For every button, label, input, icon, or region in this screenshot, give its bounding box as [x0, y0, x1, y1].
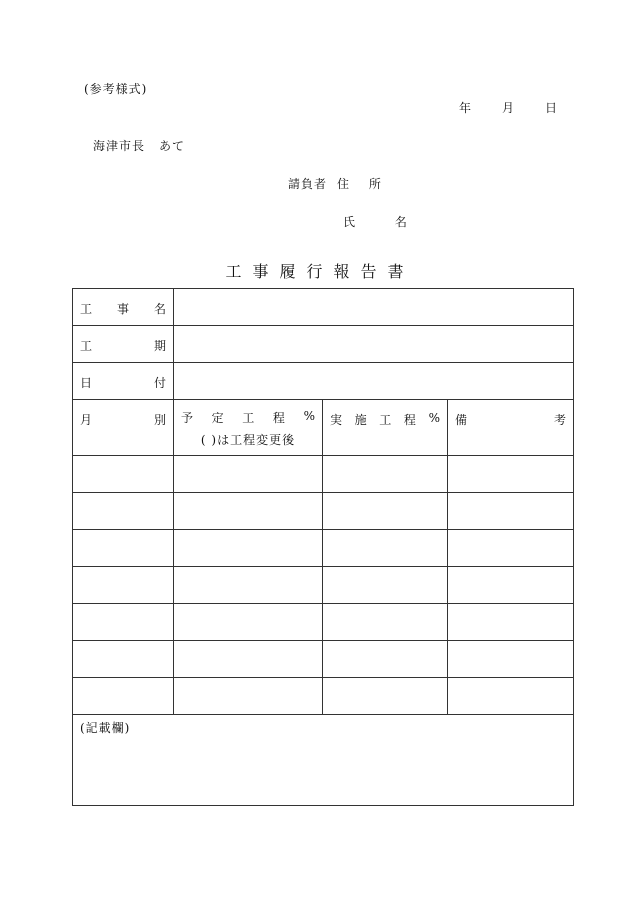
planned-cell[interactable]	[174, 493, 323, 530]
remarks-cell[interactable]	[448, 493, 574, 530]
period-row	[73, 326, 574, 363]
actual-cell[interactable]	[323, 641, 448, 678]
planned-cell[interactable]	[174, 641, 323, 678]
document-title: 工事履行報告書	[225, 262, 415, 281]
month-cell[interactable]	[73, 493, 174, 530]
project-name-label-cell	[73, 289, 174, 326]
remarks-cell[interactable]	[448, 567, 574, 604]
project-name-row	[73, 289, 574, 326]
label-char: 名	[153, 302, 166, 316]
name-label: 氏 名	[343, 215, 425, 229]
table-row	[73, 604, 574, 641]
notes-row	[73, 715, 574, 806]
year-label: 年	[458, 101, 471, 115]
actual-progress-column-header	[323, 400, 448, 456]
planned-cell[interactable]	[174, 678, 323, 715]
remarks-cell[interactable]	[448, 530, 574, 567]
label-char: 期	[153, 339, 166, 353]
period-label-cell	[73, 326, 174, 363]
address-label: 住 所	[337, 177, 389, 191]
label-char: 程	[272, 411, 285, 425]
date-label-cell	[73, 363, 174, 400]
label-char: 付	[153, 376, 166, 390]
label-char: 別	[153, 413, 166, 427]
remarks-cell[interactable]	[448, 678, 574, 715]
label-char: %	[303, 409, 315, 423]
notes-field[interactable]	[73, 715, 574, 806]
remarks-cell[interactable]	[448, 456, 574, 493]
label-char: 工	[80, 339, 93, 353]
column-header-row	[73, 400, 574, 456]
date-row	[73, 363, 574, 400]
date-line	[428, 99, 557, 116]
label-char: 工	[379, 413, 392, 427]
label-char: 考	[554, 413, 567, 427]
planned-cell[interactable]	[174, 604, 323, 641]
table-row	[73, 641, 574, 678]
planned-progress-column-header	[174, 400, 323, 456]
month-cell[interactable]	[73, 641, 174, 678]
table-row	[73, 493, 574, 530]
period-field[interactable]	[174, 326, 574, 363]
table-row	[73, 567, 574, 604]
remarks-cell[interactable]	[448, 641, 574, 678]
contractor-address	[288, 175, 389, 192]
label-char: 施	[354, 413, 367, 427]
month-cell[interactable]	[73, 604, 174, 641]
month-column-header	[73, 400, 174, 456]
addressee	[93, 137, 185, 154]
planned-cell[interactable]	[174, 456, 323, 493]
contractor-label: 請負者	[288, 177, 328, 191]
actual-cell[interactable]	[323, 530, 448, 567]
label-char: 備	[455, 413, 468, 427]
date-field[interactable]	[174, 363, 574, 400]
planned-cell[interactable]	[174, 567, 323, 604]
actual-cell[interactable]	[323, 493, 448, 530]
schedule-change-note: ( )は工程変更後	[200, 433, 296, 447]
label-char: 日	[80, 376, 93, 390]
day-label: 日	[544, 101, 557, 115]
report-table	[72, 288, 574, 806]
notes-label: (記載欄)	[80, 721, 131, 735]
table-row	[73, 530, 574, 567]
label-char: 工	[80, 302, 93, 316]
label-char: %	[428, 411, 440, 425]
label-char: 定	[211, 411, 224, 425]
table-row	[73, 678, 574, 715]
remarks-cell[interactable]	[448, 604, 574, 641]
reference-format-label: (参考様式)	[84, 82, 148, 96]
label-char: 工	[242, 411, 255, 425]
month-label: 月	[501, 101, 514, 115]
month-cell[interactable]	[73, 678, 174, 715]
label-char: 予	[181, 411, 194, 425]
table-row	[73, 456, 574, 493]
addressee-name: 海津市長	[93, 139, 146, 153]
label-char: 月	[80, 413, 93, 427]
label-char: 程	[403, 413, 416, 427]
remarks-column-header	[448, 400, 574, 456]
actual-cell[interactable]	[323, 456, 448, 493]
planned-cell[interactable]	[174, 530, 323, 567]
label-char: 実	[330, 413, 343, 427]
month-cell[interactable]	[73, 567, 174, 604]
addressee-suffix: あて	[159, 139, 186, 153]
actual-cell[interactable]	[323, 604, 448, 641]
actual-cell[interactable]	[323, 678, 448, 715]
label-char: 事	[116, 302, 129, 316]
project-name-field[interactable]	[174, 289, 574, 326]
month-cell[interactable]	[73, 530, 174, 567]
actual-cell[interactable]	[323, 567, 448, 604]
month-cell[interactable]	[73, 456, 174, 493]
